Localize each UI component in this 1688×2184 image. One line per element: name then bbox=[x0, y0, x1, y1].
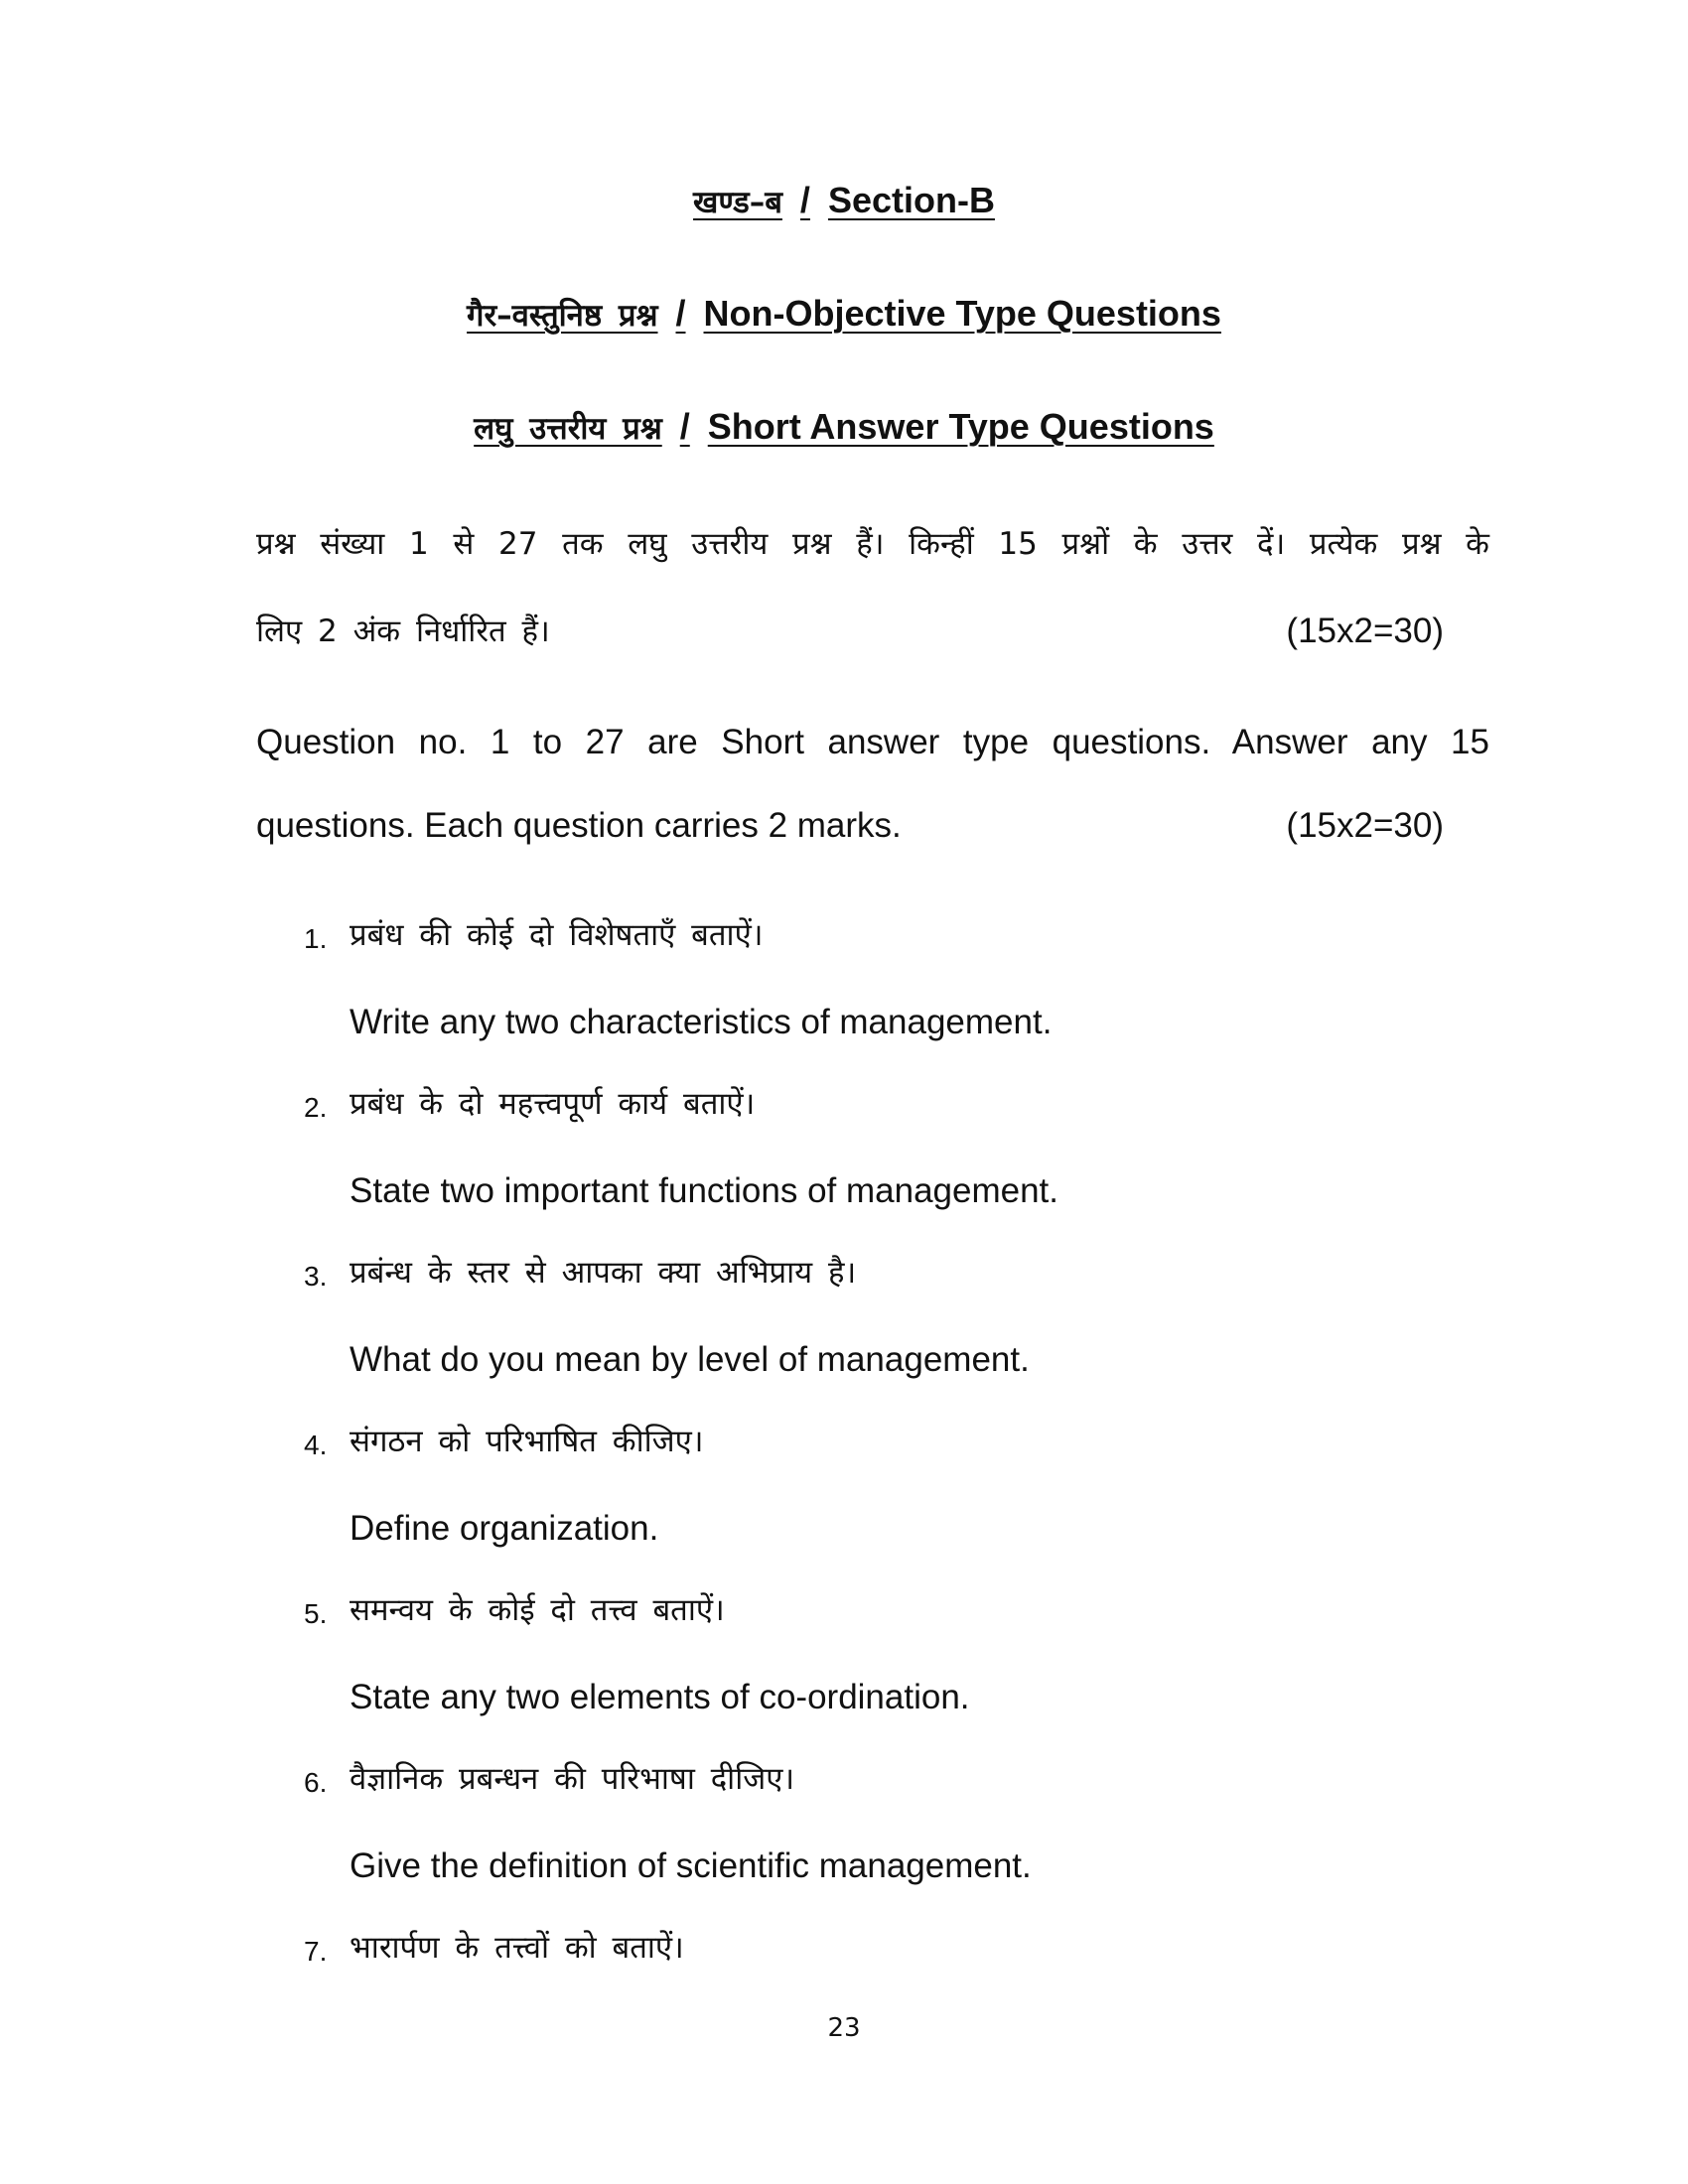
page-number: 23 bbox=[827, 2013, 861, 2043]
instructions-hindi-line-2: लिए 2 अंक निर्धारित हैं। bbox=[256, 614, 550, 649]
question-text-english: State any two elements of co-ordination. bbox=[350, 1678, 970, 1716]
question-text-english: What do you mean by level of management. bbox=[350, 1340, 1030, 1379]
heading-separator: / bbox=[799, 180, 810, 220]
question-subtype-heading-hindi: लघु उत्तरीय प्रश्न bbox=[474, 411, 662, 447]
section-heading bbox=[0, 179, 1688, 224]
heading-separator: / bbox=[675, 293, 686, 334]
question-text-english: Give the definition of scientific management. bbox=[350, 1846, 1032, 1885]
question-text-english: Define organization. bbox=[350, 1509, 659, 1548]
question-text-hindi: भारार्पण के तत्त्वों को बताऐं। bbox=[350, 1930, 684, 1966]
question-number: 2. bbox=[304, 1092, 328, 1123]
question-text-hindi: समन्वय के कोई दो तत्त्व बताऐं। bbox=[350, 1592, 725, 1628]
heading-separator: / bbox=[679, 406, 690, 447]
question-text-hindi: प्रबंन्ध के स्तर से आपका क्या अभिप्राय है। bbox=[350, 1255, 857, 1291]
question-text-hindi: प्रबंध की कोई दो विशेषताएँ बताऐं। bbox=[350, 917, 764, 953]
section-heading-hindi: खण्ड–ब bbox=[693, 185, 782, 220]
question-subtype-heading-english: Short Answer Type Questions bbox=[707, 406, 1214, 447]
instructions-english-line-2: questions. Each question carries 2 marks. bbox=[256, 806, 902, 845]
question-number: 4. bbox=[304, 1430, 328, 1460]
question-number: 7. bbox=[304, 1936, 328, 1967]
instructions-hindi-marks: (15x2=30) bbox=[1286, 612, 1444, 650]
instructions-english-line-1: Question no. 1 to 27 are Short answer type questions. Answer any 15 bbox=[256, 723, 1489, 761]
question-type-heading bbox=[0, 292, 1688, 338]
question-number: 6. bbox=[304, 1767, 328, 1798]
section-heading-english: Section-B bbox=[827, 180, 995, 220]
question-text-hindi: वैज्ञानिक प्रबन्धन की परिभाषा दीजिए। bbox=[350, 1761, 795, 1797]
instructions-english-marks: (15x2=30) bbox=[1286, 806, 1444, 845]
instructions-hindi-line-1: प्रश्न संख्या 1 से 27 तक लघु उत्तरीय प्रश्न हैं। किन्हीं 15 प्रश्नों के उत्तर दें। प्रत्येक प्रश्न के bbox=[256, 526, 1489, 562]
question-text-english: State two important functions of management. bbox=[350, 1171, 1058, 1210]
question-type-heading-hindi: गैर–वस्तुनिष्ठ प्रश्न bbox=[467, 298, 658, 334]
question-type-heading-english: Non-Objective Type Questions bbox=[703, 293, 1221, 334]
question-text-hindi: प्रबंध के दो महत्त्वपूर्ण कार्य बताऐं। bbox=[350, 1086, 756, 1122]
question-number: 1. bbox=[304, 923, 328, 954]
question-number: 3. bbox=[304, 1261, 328, 1292]
question-number: 5. bbox=[304, 1598, 328, 1629]
question-text-hindi: संगठन को परिभाषित कीजिए। bbox=[350, 1424, 704, 1459]
question-text-english: Write any two characteristics of management. bbox=[350, 1003, 1053, 1041]
question-subtype-heading bbox=[0, 405, 1688, 451]
